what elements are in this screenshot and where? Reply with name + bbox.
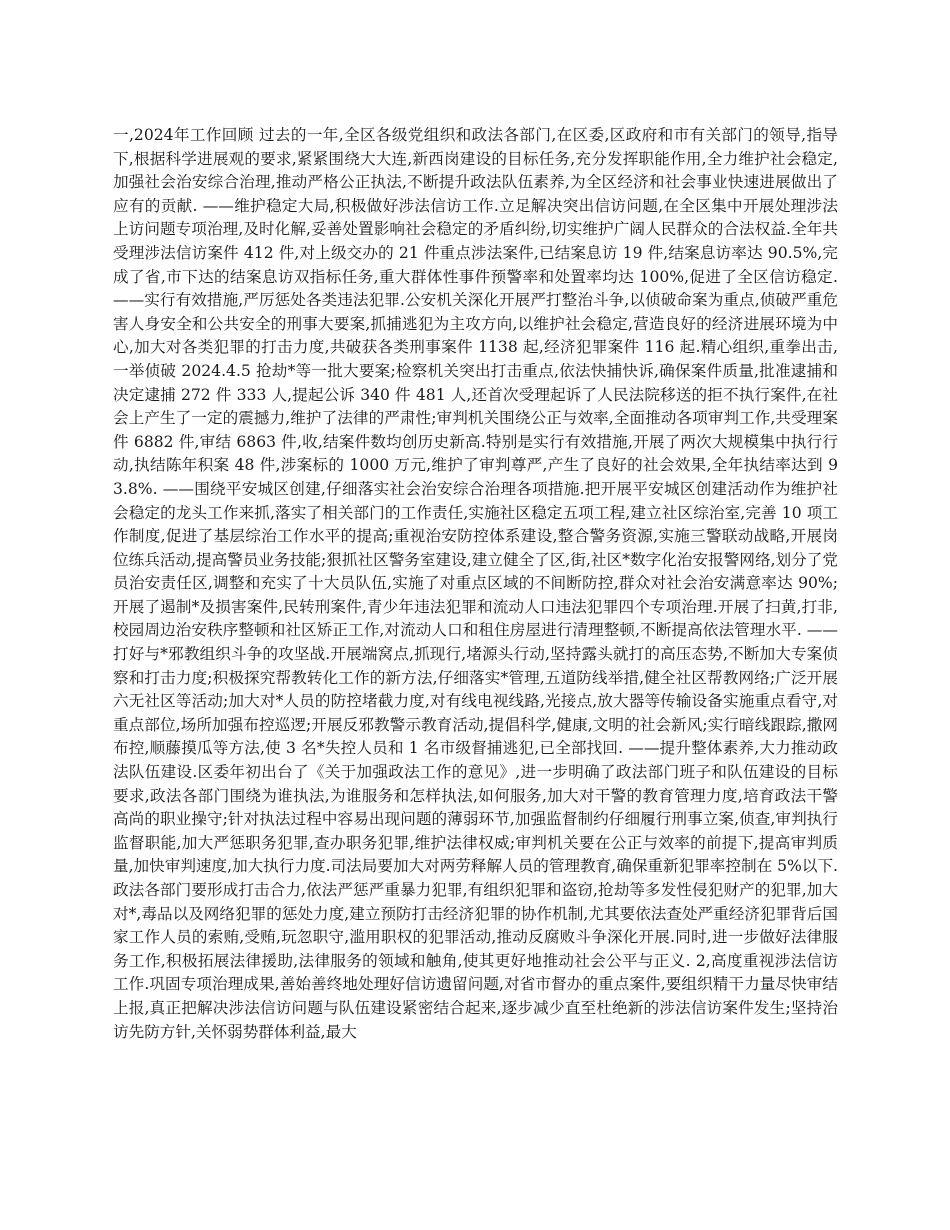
body-paragraph: 一,2024年工作回顾 过去的一年,全区各级党组织和政法各部门,在区委,区政府和市有关部门的领导,指导下,根据科学进展观的要求,紧紧围绕大大连,新西岗建设的目标任务,充分发挥职能作用,全力维护社会稳定,加强社会治安综合治理,推动严格公正执法,不断提升政法队伍素养,为全区经济和社会事业快速进展做出了应有的贡献. ——维护稳定大局,积极做好涉法信访工作.立足解决突出信访问题,在全区集中开展处理涉法上访问题专项治理,及时化解,妥善处置影响社会稳定的矛盾纠纷,切实维护广阔人民群众的合法权益.全年共受理涉法信访案件 412 件,对上级交办的 21 件重点涉法案件,已结案息访 19 件,结案息访率达 90.5%,完成了省,市下达的结案息访双指标任务,重大群体性事件预警率和处置率均达 100%,促进了全区信访稳定. ——实行有效措施,严厉惩处各类违法犯罪.公安机关深化开展严打整治斗争,以侦破命案为重点,侦破严重危害人身安全和公共安全的刑事大要案,抓捕逃犯为主攻方向,以维护社会稳定,营造良好的经济进展环境为中心,加大对各类犯罪的打击力度,共破获各类刑事案件 1138 起,经济犯罪案件 116 起.精心组织,重拳出击,一举侦破 2024.4.5 抢劫*等一批大要案;检察机关突出打击重点,依法快捕快诉,确保案件质量,批准逮捕和决定逮捕 272 件 333 人,提起公诉 340 件 481 人,还首次受理起诉了人民法院移送的拒不执行案件,在社会上产生了一定的震撼力,维护了法律的严肃性;审判机关围绕公正与效率,全面推动各项审判工作,共受理案件 6882 件,审结 6863 件,收,结案件数均创历史新高.特别是实行有效措施,开展了两次大规模集中执行行动,执结陈年积案 48 件,涉案标的 1000 万元,维护了审判尊严,产生了良好的社会效果,全年执结率达到 93.8%. ——围绕平安城区创建,仔细落实社会治安综合治理各项措施.把开展平安城区创建活动作为维护社会稳定的龙头工作来抓,落实了相关部门的工作责任,实施社区稳定五项工程,建立社区综治室,完善 10 项工作制度,促进了基层综治工作水平的提高;重视治安防控体系建设,整合警务资源,实施三警联动战略,开展岗位练兵活动,提高警员业务技能;狠抓社区警务室建设,建立健全了区,街,社区*数字化治安报警网络,划分了党员治安责任区,调整和充实了十大员队伍,实施了对重点区域的不间断防控,群众对社会治安满意率达 90%;开展了遏制*及损害案件,民转刑案件,青少年违法犯罪和流动人口违法犯罪四个专项治理.开展了扫黄,打非,校园周边治安秩序整顿和社区矫正工作,对流动人口和租住房屋进行清理整顿,不断提高依法管理水平. ——打好与*邪教组织斗争的攻坚战.开展端窝点,抓现行,堵源头行动,坚持露头就打的高压态势,不断加大专案侦察和打击力度;积极探究帮教转化工作的新方法,仔细落实*管理,五道防线举措,健全社区帮教网络;广泛开展六无社区等活动;加大对*人员的防控堵截力度,对有线电视线路,光接点,放大器等传输设备实施重点看守,对重点部位,场所加强布控巡逻;开展反邪教警示教育活动,提倡科学,健康,文明的社会新风;实行暗线跟踪,撒网布控,顺藤摸瓜等方法,使 3 名*失控人员和 1 名市级督捕逃犯,已全部找回. ——提升整体素养,大力推动政法队伍建设.区委年初出台了《关于加强政法工作的意见》,进一步明确了政法部门班子和队伍建设的目标要求,政法各部门围绕为谁执法,为谁服务和怎样执法,如何服务,加大对干警的教育管理力度,培育政法干警高尚的职业操守;针对执法过程中容易出现问题的薄弱环节,加强监督制约仔细履行刑事立案,侦查,审判执行监督职能,加大严惩职务犯罪,查办职务犯罪,维护法律权威;审判机关要在公正与效率的前提下,提高审判质量,加快审判速度,加大执行力度.司法局要加大对两劳释解人员的管理教育,确保重新犯罪率控制在 5%以下.政法各部门要形成打击合力,依法严惩严重暴力犯罪,有组织犯罪和盗窃,抢劫等多发性侵犯财产的犯罪,加大对*,毒品以及网络犯罪的惩处力度,建立预防打击经济犯罪的协作机制,尤其要依法查处严重经济犯罪背后国家工作人员的索贿,受贿,玩忽职守,滥用职权的犯罪活动,推动反腐败斗争深化开展.同时,进一步做好法律服务工作,积极拓展法律援助,法律服务的领域和触角,使其更好地推动社会公平与正义. 2,高度重视涉法信访工作.巩固专项治理成果,善始善终地处理好信访遗留问题,对省市督办的重点案件,要组织精干力量尽快审结上报,真正把解决涉法信访问题与队伍建设紧密结合起来,逐步减少直至杜绝新的涉法信访案件发生;坚持治访先防方针,关怀弱势群体利益,最大 xyxy=(113,126,838,1041)
document-page xyxy=(113,124,838,1124)
